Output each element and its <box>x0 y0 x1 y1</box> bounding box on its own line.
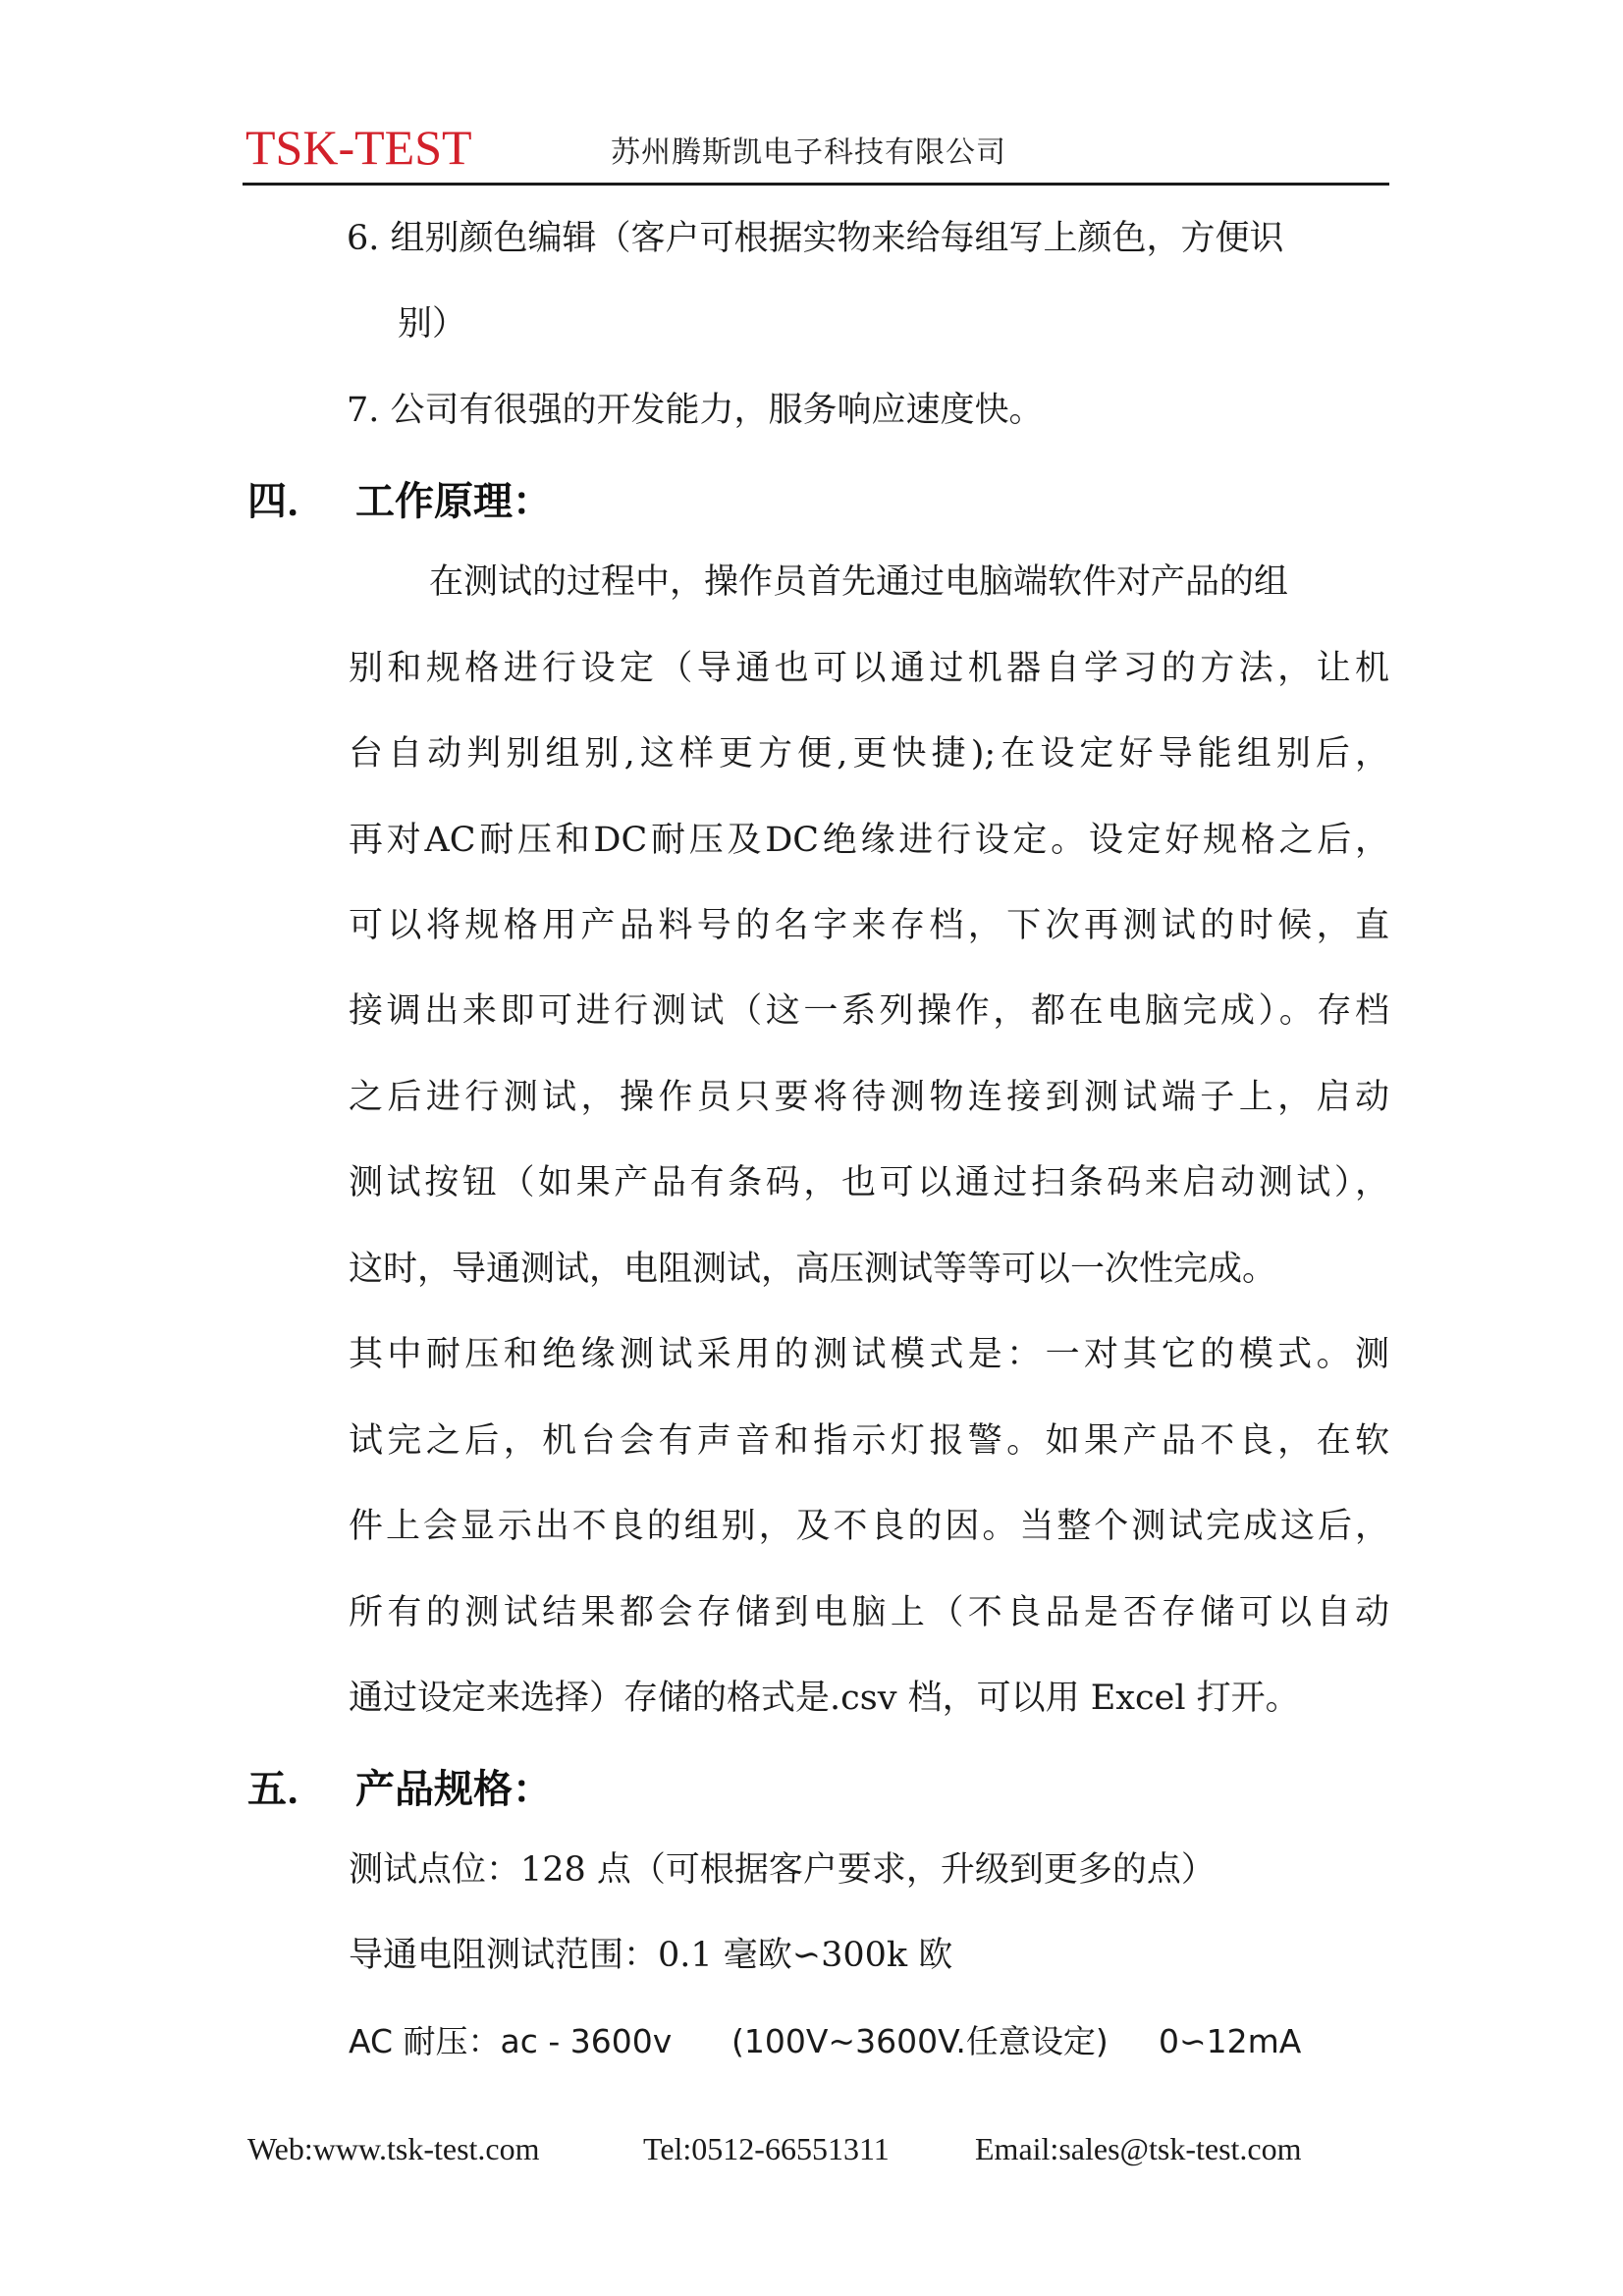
paragraph-line: 测试按钮（如果产品有条码，也可以通过扫条码来启动测试）， <box>349 1163 1389 1202</box>
list-item-6-line2: 别） <box>398 304 467 344</box>
paragraph-line: 试完之后，机台会有声音和指示灯报警。如果产品不良，在软 <box>349 1421 1389 1461</box>
section-title-5: 产品规格： <box>355 1767 552 1812</box>
paragraph-line: 所有的测试结果都会存储到电脑上（不良品是否存储可以自动 <box>349 1593 1389 1632</box>
company-name: 苏州腾斯凯电子科技有限公司 <box>611 135 1006 170</box>
paragraph-line: 可以将规格用产品料号的名字来存档，下次再测试的时候，直 <box>349 906 1389 945</box>
header-divider <box>243 183 1389 186</box>
footer-tel: Tel:0512-66551311 <box>643 2131 890 2166</box>
brand-logo-text: TSK-TEST <box>245 120 472 175</box>
list-item-6-line1: 6. 组别颜色编辑（客户可根据实物来给每组写上颜色，方便识 <box>347 219 1284 258</box>
paragraph-line: 台自动判别组别,这样更方便,更快捷);在设定好导能组别后， <box>349 734 1389 774</box>
spec-ac-voltage-label: AC 耐压：ac - 3600v <box>349 2022 673 2060</box>
paragraph-line: 再对AC耐压和DC耐压及DC绝缘进行设定。设定好规格之后， <box>349 821 1389 860</box>
paragraph-line: 这时，导通测试，电阻测试，高压测试等等可以一次性完成。 <box>349 1250 1277 1289</box>
spec-test-points: 测试点位：128 点（可根据客户要求，升级到更多的点） <box>349 1850 1216 1890</box>
spec-resistance-range: 导通电阻测试范围：0.1 毫欧∽300k 欧 <box>349 1936 953 1975</box>
spec-ac-current: 0∽12mA <box>1159 2022 1302 2060</box>
list-item-7: 7. 公司有很强的开发能力，服务响应速度快。 <box>347 391 1044 430</box>
paragraph-line: 之后进行测试，操作员只要将待测物连接到测试端子上，启动 <box>349 1078 1389 1117</box>
spec-ac-voltage-range: (100V~3600V.任意设定) <box>731 2022 1109 2060</box>
section-number-4: 四． <box>247 479 326 524</box>
paragraph-line: 别和规格进行设定（导通也可以通过机器自学习的方法，让机 <box>349 649 1389 688</box>
paragraph-line: 通过设定来选择）存储的格式是.csv 档，可以用 Excel 打开。 <box>349 1679 1300 1718</box>
paragraph-line: 接调出来即可进行测试（这一系列操作，都在电脑完成）。存档 <box>349 991 1389 1031</box>
section-heading-4 <box>247 474 552 529</box>
section-number-5: 五． <box>247 1767 326 1812</box>
section-heading-5 <box>247 1762 552 1817</box>
section-title-4: 工作原理： <box>355 479 552 524</box>
footer-email: Email:sales@tsk-test.com <box>975 2131 1302 2166</box>
footer-web: Web:www.tsk-test.com <box>247 2131 540 2166</box>
paragraph-line: 件上会显示出不良的组别，及不良的因。当整个测试完成这后， <box>349 1507 1389 1546</box>
paragraph-line: 其中耐压和绝缘测试采用的测试模式是：一对其它的模式。测 <box>349 1335 1389 1374</box>
paragraph-line: 在测试的过程中，操作员首先通过电脑端软件对产品的组 <box>429 562 1289 602</box>
